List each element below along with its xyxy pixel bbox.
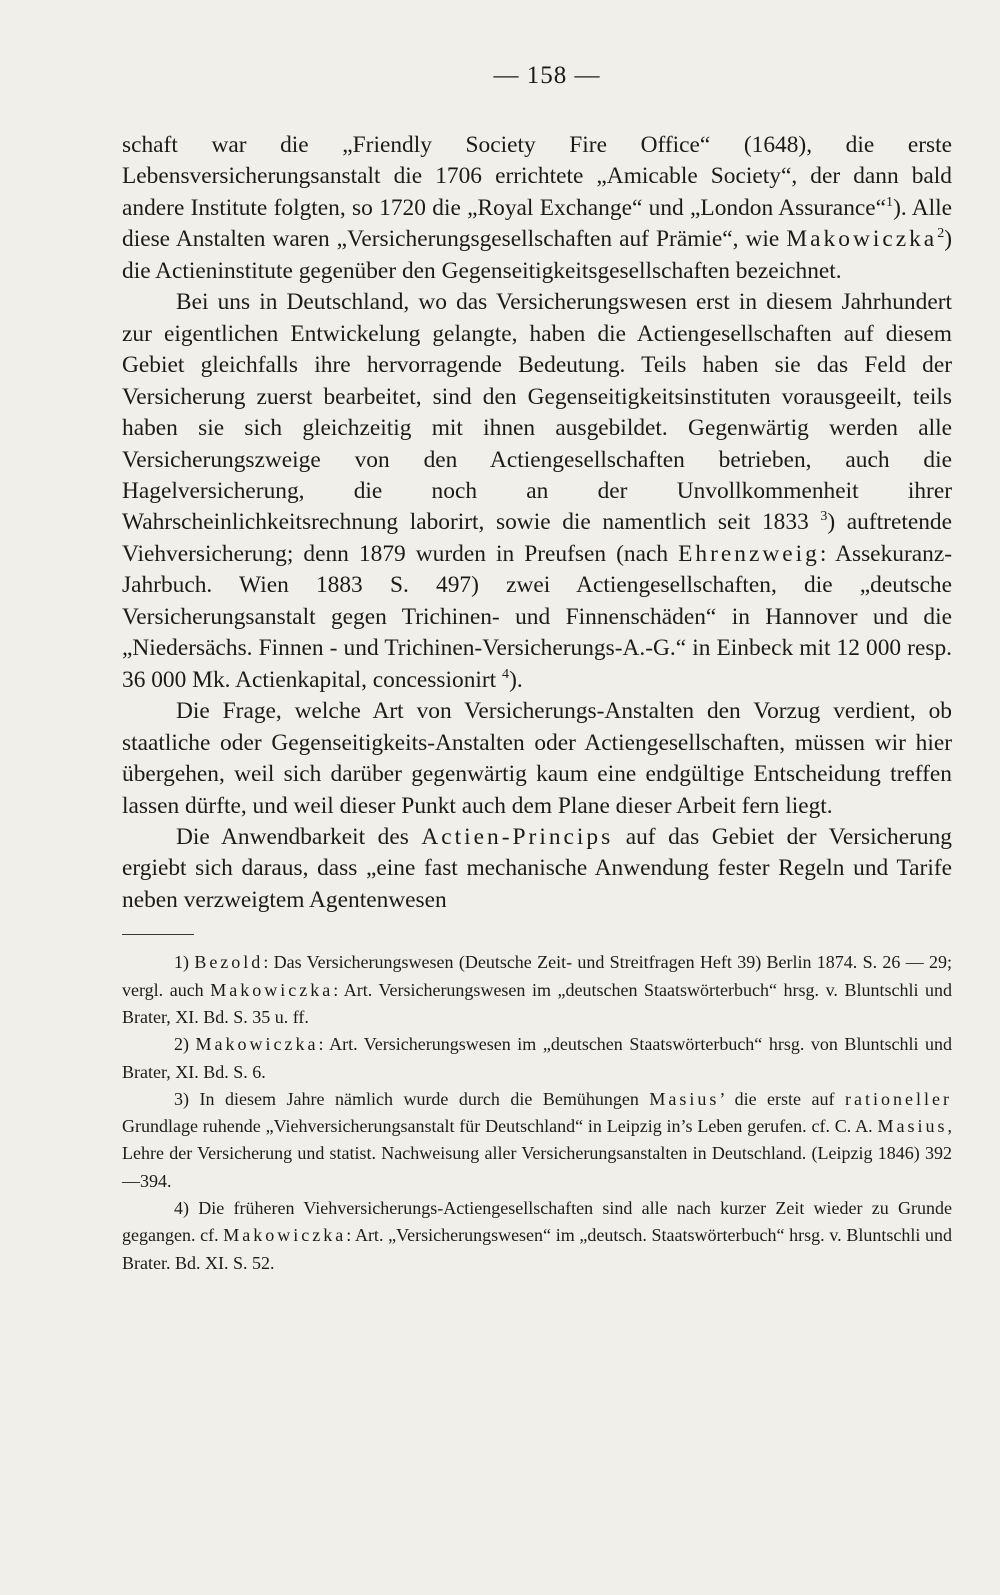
paragraph-2-text-c: : Assekuranz-Jahrbuch. Wien 1883 S. 497) zwei Actiengesellschaften, die „deutsche Versicherungsanstalt gegen Trichinen- und Finnenschäden“ in Hannover und die „Niedersächs. Finnen - und Trichinen-Versicherungs-A.-G.“ in Einbeck mit 12 000 resp. 36 000 Mk. Actienkapital, concessionirt (122, 540, 952, 693)
paragraph-4-text-b: auf das Gebiet der Versicherung ergiebt sich daraus, dass „eine fast mechanische Anwendung fester Regeln und Tarife neben verzweigtem Agentenwesen (122, 823, 952, 913)
footnote-text: : Art. „Versicherungswesen“ im „deutsch. Staatswörterbuch“ hrsg. v. Bluntschli und Brater. Bd. XI. S. 52. (122, 1225, 952, 1273)
paragraph-1-text-b: ). Alle diese Anstalten waren „Versicherungsgesellschaften auf Prämie“, wie (122, 194, 952, 253)
footnote-number: 3) (174, 1088, 189, 1109)
author-name: Makowiczka (210, 979, 334, 1000)
footnote-text: In diesem Jahre nämlich wurde durch die Bemühungen (199, 1088, 639, 1109)
footnote-divider (122, 934, 194, 935)
paragraph-4-text: Die Anwendbarkeit des (176, 823, 409, 850)
emphasized-term: rationeller (845, 1088, 952, 1109)
footnote-text: ’ die erste auf (719, 1088, 835, 1109)
main-text (122, 130, 952, 916)
footnotes (122, 949, 952, 1277)
author-name: Makowiczka (786, 226, 938, 253)
author-name: Bezold (194, 952, 264, 973)
footnote-text: : Das Versicherungswesen (Deutsche Zeit- und Streitfragen Heft 39) Berlin 1874. S. 26 — 29; vergl. auch (122, 952, 953, 1000)
footnote-3 (122, 1086, 952, 1195)
author-name: Ehrenzweig (678, 540, 820, 567)
paragraph-1-text-c: ) die Actieninstitute gegenüber den Gegenseitigkeitsgesellschaften bezeichnet. (122, 226, 952, 284)
footnote-number: 4) (174, 1198, 189, 1218)
footnote-1 (122, 949, 952, 1031)
paragraph-2-text-d: ). (509, 666, 523, 693)
footnote-ref-1[interactable]: 1 (886, 194, 894, 211)
author-name: Makowiczka (223, 1225, 347, 1246)
paragraph-4 (122, 822, 952, 916)
paragraph-1-text: schaft war die „Friendly Society Fire Office“ (1648), die erste Lebensversicherungsanstalt die 1706 errichtete „Amicable Society“, der dann bald andere Institute folgten, so 1720 die „Royal Exchange“ und „London Assurance“ (122, 132, 952, 221)
author-name: Makowiczka (195, 1034, 319, 1055)
paragraph-1 (122, 130, 952, 287)
emphasized-term: Actien-Princips (421, 823, 614, 850)
footnote-text: , Lehre der Versicherung und statist. Nachweisung aller Versicherungsanstalten in Deutschland. (Leipzig 1846) 392—394. (122, 1116, 953, 1191)
footnote-number: 1) (174, 952, 189, 973)
footnote-2 (122, 1031, 952, 1086)
footnote-4 (122, 1195, 952, 1277)
paragraph-2-text-b: ) auftretende Viehversicherung; denn 1879 wurden in Preufsen (nach (122, 509, 952, 567)
footnote-number: 2) (174, 1034, 189, 1055)
footnote-text: : Art. Versicherungswesen im „deutschen Staatswörterbuch“ hrsg. v. Bluntschli und Brater, XI. Bd. S. 35 u. ff. (122, 979, 952, 1027)
footnote-ref-4[interactable]: 4 (502, 665, 510, 682)
footnote-text: Die früheren Viehversicherungs-Actiengesellschaften sind alle nach kurzer Zeit wieder zu Grunde gegangen. cf. (122, 1198, 952, 1246)
page-number: — 158 — (493, 62, 601, 89)
footnote-ref-2[interactable]: 2 (937, 225, 945, 242)
author-name: Masius (649, 1088, 720, 1109)
footnote-text: : Art. Versicherungswesen im „deutschen Staatswörterbuch“ hrsg. von Bluntschli und Brater, XI. Bd. S. 6. (122, 1034, 952, 1082)
paragraph-2 (122, 287, 952, 696)
footnote-text: Grundlage ruhende „Viehversicherungsanstalt für Deutschland“ in Leipzig in’s Leben gerufen. cf. C. A. (122, 1116, 873, 1137)
paragraph-2-text: Bei uns in Deutschland, wo das Versicherungswesen erst in diesem Jahrhundert zur eigentlichen Entwickelung gelangte, haben die Actiengesellschaften auf diesem Gebiet gleichfalls ihre hervorragende Bedeutung. Teils haben sie das Feld der Versicherung zuerst bearbeitet, sind den Gegenseitigkeitsinstituten vorausgeeilt, teils haben sie sich gleichzeitig mit ihnen ausgebildet. Gegenwärtig werden alle Versicherungszweige von den Actiengesellschaften betrieben, auch die Hagelversicherung, die noch an der Unvollkommenheit ihrer Wahrscheinlichkeitsrechnung laborirt, sowie die namentlich seit 1833 (122, 289, 952, 536)
footnote-ref-3[interactable]: 3 (820, 508, 828, 525)
paragraph-3: Die Frage, welche Art von Versicherungs-Anstalten den Vorzug verdient, ob staatliche oder Gegenseitigkeits-Anstalten oder Actiengesellschaften, müssen wir hier übergehen, weil sich darüber gegenwärtig kaum eine endgültige Entscheidung treffen lassen dürfte, und weil dieser Punkt auch dem Plane dieser Arbeit fern liegt. (122, 698, 952, 819)
author-name: Masius (877, 1116, 948, 1137)
